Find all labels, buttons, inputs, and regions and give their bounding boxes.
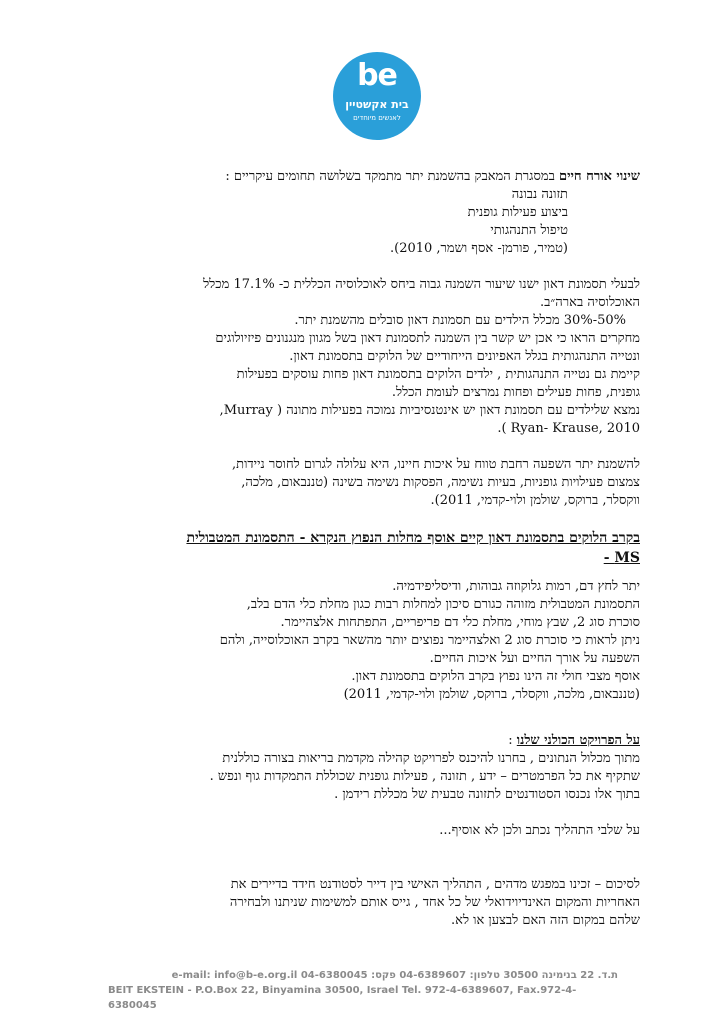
- metabolic-heading: בקרב הלוקים בתסמונת דאון קיים אוסף מחלות הנפוץ הנקרא - התסמונת המטבולית: [186, 530, 640, 546]
- lifestyle-intro-rest: במסגרת המאבק בהשמנת יתר מתמקד בשלושה תחומים עיקריים :: [225, 169, 559, 184]
- list-item: תזונה נבונה: [511, 187, 568, 202]
- logo-circle: [333, 52, 421, 140]
- paragraph-line: להשמנת יתר השפעה רחבת טווח על איכות חיינו, היא עלולה לגרום לחוסר ניידות,: [232, 457, 640, 472]
- paragraph-line: גופנית, פחות פעילים ופחות נמרצים לעומת הכלל.: [391, 385, 640, 400]
- list-item: טיפול התנהגותי: [490, 223, 568, 238]
- paragraph-line: Ryan- Krause, 2010 ).: [497, 421, 640, 436]
- document-body: [120, 168, 640, 930]
- paragraph-line: נמצא שלילדים עם תסמונת דאון יש אינטנסיביות נמוכה בפעילות מתונה ( Murray,: [219, 403, 640, 418]
- paragraph-line: האוכלוסיה בארה״ב.: [539, 295, 640, 310]
- paragraph-line: שלהם במקום הזה האם לבצען או לא.: [451, 913, 640, 928]
- paragraph-line: סוכרת סוג 2, שבץ מוחי, מחלת כלי דם פריפריים, התפתחות אלצהיימר.: [280, 615, 640, 630]
- paragraph-line: בתוך אלו נכנסו הסטודנטים לתזונה טבעית של מכללת רידמן .: [334, 787, 640, 802]
- paragraph-line: לסיכום – זכינו במפגש מדהים , התהליך האישי בין דייר לסטודנט חידד בדיירים את: [230, 877, 640, 892]
- paragraph-line: (טננבאום, מלכה, ווקסלר, ברוקס, שולמן ולוי-קדמי, 2011): [343, 687, 640, 702]
- logo-name: בית אקשטיין: [345, 98, 409, 111]
- citation: (טמיר, פורמן- אסף ושמר, 2010).: [389, 241, 568, 256]
- logo-tagline: לאנשים מיוחדים: [353, 114, 401, 122]
- footer-contact-hebrew: ת.ד. 22 בנימינה 30500 טלפון: 04-6389607 פקס: 04-6380045 e-mail: info@b-e.org.il: [171, 970, 618, 981]
- paragraph-line: 50%-30% מכלל הילדים עם תסמונת דאון סובלים מהשמנת יתר.: [294, 313, 626, 328]
- paragraph-line: צמצום פעילויות גופניות, בעיות נשימה, הפסקות נשימה בשינה (טננבאום, מלכה,: [241, 475, 640, 490]
- project-heading-line: [120, 732, 640, 750]
- paragraph-line: מתוך מכלול הנתונים , בחרנו להיכנס לפרויקט קהילה מקדמת בריאות בצורה כוללנית: [222, 751, 640, 766]
- paragraph-line: האחריות והמקום האינדיוידואלי של כל אחד , גייס אותם למשימות שניתנו ולבחירה: [229, 895, 640, 910]
- paragraph-line: לבעלי תסמונת דאון ישנו שיעור השמנה גבוה ביחס לאוכלוסיה הכללית כ- 17.1% מכלל: [203, 277, 640, 292]
- paragraph-line: קיימת גם נטייה התנהגותית , ילדים הלוקים בתסמונת דאון פחות עוסקים בפעילות: [236, 367, 640, 382]
- paragraph-line: התסמונת המטבולית מזוהה כגורם סיכון למחלות רבות כגון מחלת כלי הדם בלב,: [246, 597, 640, 612]
- paragraph-line: ונטייה התנהגותית בגלל האפיונים הייחודיים של הלוקים בתסמונת דאון.: [289, 349, 640, 364]
- paragraph-line: ניתן לראות כי סוכרת סוג 2 ואלצהיימר נפוצים יותר מהשאר בקרב האוכלוסייה, ולהם: [219, 633, 640, 648]
- paragraph-line: יתר לחץ דם, רמות גלוקוזה גבוהות, ודיסליפידמיה.: [392, 579, 640, 594]
- project-heading-suffix: :: [508, 733, 517, 748]
- footer: [108, 968, 618, 1013]
- paragraph-line: השפעה על אורך החיים ועל איכות החיים.: [429, 651, 640, 666]
- list-item: ביצוע פעילות גופנית: [467, 205, 568, 220]
- metabolic-heading-abbrev: MS -: [603, 550, 640, 566]
- lifestyle-intro: [120, 168, 640, 186]
- paragraph-line: אוסף מצבי חולי זה הינו נפוץ בקרב הלוקים בתסמונת דאון.: [351, 669, 640, 684]
- paragraph-line: ווקסלר, ברוקס, שולמן ולוי-קדמי, 2011).: [430, 493, 640, 508]
- paragraph-line: מחקרים הראו כי אכן יש קשר בין השמנה לתסמונת דאון בשל מגוון מנגנונים פיזיולוגים: [215, 331, 640, 346]
- project-heading: על הפרויקט הכולני שלנו: [516, 733, 640, 748]
- paragraph-line: שתקיף את כל הפרמטרים – ידע , תזונה , פעילות גופנית שכוללת התמקדות גוף ונפש .: [209, 769, 640, 784]
- logo-mark: be: [357, 58, 397, 93]
- lifestyle-intro-bold: שינוי אורח חיים: [558, 169, 640, 184]
- footer-contact-english: BEIT EKSTEIN - P.O.Box 22, Binyamina 30500, Israel Tel. 972-4-6389607, Fax.972-4-6380045: [108, 985, 577, 1011]
- logo: [333, 52, 421, 140]
- paragraph-line: על שלבי התהליך נכתב ולכן לא אוסיף...: [439, 823, 640, 838]
